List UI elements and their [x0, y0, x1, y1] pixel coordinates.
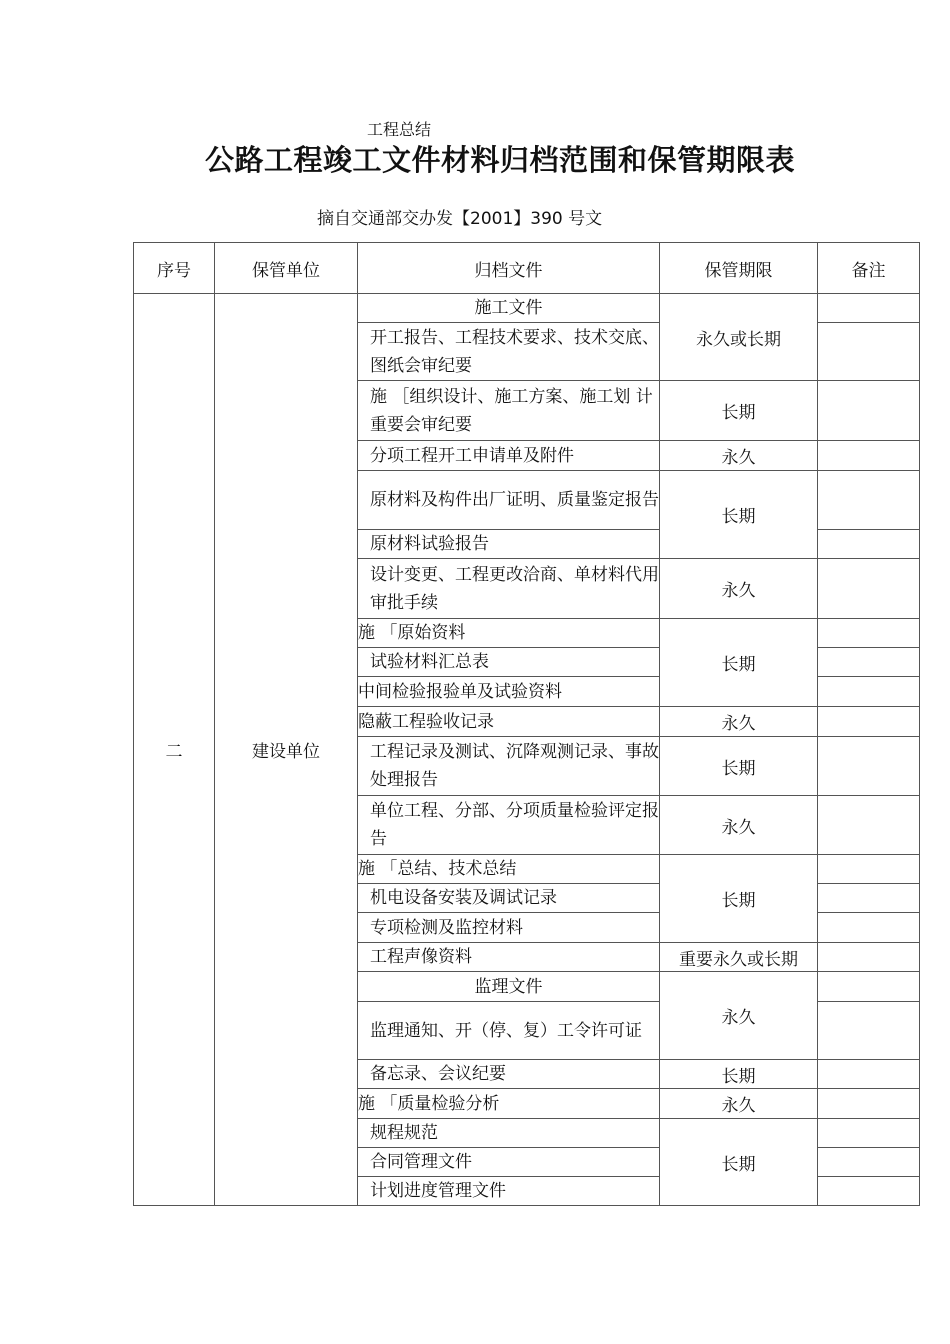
file-cell: 原材料及构件出厂证明、质量鉴定报告: [358, 471, 660, 530]
notes-cell: [818, 796, 920, 855]
file-cell: 规程规范: [358, 1119, 660, 1148]
notes-cell: [818, 323, 920, 381]
period-cell: 长期: [660, 381, 818, 441]
table-header-row: [134, 243, 920, 294]
notes-cell: [818, 530, 920, 559]
file-cell: 试验材料汇总表: [358, 648, 660, 677]
notes-cell: [818, 648, 920, 677]
column-header-notes: 备注: [818, 243, 920, 294]
file-cell: 施 ［组织设计、施工方案、施工划 计重要会审纪要: [358, 381, 660, 441]
notes-cell: [818, 294, 920, 323]
notes-cell: [818, 619, 920, 648]
notes-cell: [818, 972, 920, 1002]
notes-cell: [818, 913, 920, 943]
file-cell: 开工报告、工程技术要求、技术交底、图纸会审纪要: [358, 323, 660, 381]
period-cell: 永久: [660, 972, 818, 1060]
notes-cell: [818, 707, 920, 737]
column-header-unit: 保管单位: [215, 243, 358, 294]
file-cell: 单位工程、分部、分项质量检验评定报告: [358, 796, 660, 855]
file-cell: 工程记录及测试、沉降观测记录、事故处理报告: [358, 737, 660, 796]
file-cell: 施 「原始资料: [358, 619, 660, 648]
serial-cell: 二: [134, 294, 215, 1206]
period-cell: 长期: [660, 471, 818, 559]
period-cell: 永久: [660, 1089, 818, 1119]
file-cell: 分项工程开工申请单及附件: [358, 441, 660, 471]
period-cell: 永久: [660, 441, 818, 471]
section-heading-supervision: 监理文件: [358, 972, 660, 1002]
notes-cell: [818, 1060, 920, 1089]
column-header-files: 归档文件: [358, 243, 660, 294]
period-cell: 长期: [660, 1060, 818, 1089]
unit-cell: 建设单位: [215, 294, 358, 1206]
file-cell: 机电设备安装及调试记录: [358, 884, 660, 913]
period-cell: 永久: [660, 796, 818, 855]
file-cell: 专项检测及监控材料: [358, 913, 660, 943]
notes-cell: [818, 884, 920, 913]
notes-cell: [818, 677, 920, 707]
notes-cell: [818, 943, 920, 972]
period-cell: 重要永久或长期: [660, 943, 818, 972]
notes-cell: [818, 381, 920, 441]
file-cell: 隐蔽工程验收记录: [358, 707, 660, 737]
notes-cell: [818, 559, 920, 619]
notes-cell: [818, 1177, 920, 1206]
period-cell: 长期: [660, 1119, 818, 1206]
page-title: 公路工程竣工文件材料归档范围和保管期限表: [204, 143, 795, 177]
column-header-serial: 序号: [134, 243, 215, 294]
period-cell: 永久或长期: [660, 294, 818, 381]
notes-cell: [818, 855, 920, 884]
file-cell: 监理通知、开（停、复）工令许可证: [358, 1002, 660, 1060]
period-cell: 长期: [660, 619, 818, 707]
notes-cell: [818, 737, 920, 796]
file-cell: 计划进度管理文件: [358, 1177, 660, 1206]
file-cell: 原材料试验报告: [358, 530, 660, 559]
file-cell: 中间检验报验单及试验资料: [358, 677, 660, 707]
file-cell: 备忘录、会议纪要: [358, 1060, 660, 1089]
source-reference: 摘自交通部交办发【2001】390 号文: [317, 209, 603, 229]
file-cell: 设计变更、工程更改洽商、单材料代用审批手续: [358, 559, 660, 619]
file-cell: 工程声像资料: [358, 943, 660, 972]
notes-cell: [818, 441, 920, 471]
file-cell: 合同管理文件: [358, 1148, 660, 1177]
period-cell: 长期: [660, 855, 818, 943]
section-heading-construction: 施工文件: [358, 294, 660, 323]
table-row: [134, 294, 920, 323]
period-cell: 永久: [660, 707, 818, 737]
notes-cell: [818, 1002, 920, 1060]
file-cell: 施 「总结、技术总结: [358, 855, 660, 884]
archive-table: [133, 242, 920, 1206]
notes-cell: [818, 1148, 920, 1177]
notes-cell: [818, 1119, 920, 1148]
notes-cell: [818, 471, 920, 530]
file-cell: 施 「质量检验分析: [358, 1089, 660, 1119]
period-cell: 永久: [660, 559, 818, 619]
column-header-period: 保管期限: [660, 243, 818, 294]
notes-cell: [818, 1089, 920, 1119]
header-small-title: 工程总结: [367, 120, 432, 139]
period-cell: 长期: [660, 737, 818, 796]
